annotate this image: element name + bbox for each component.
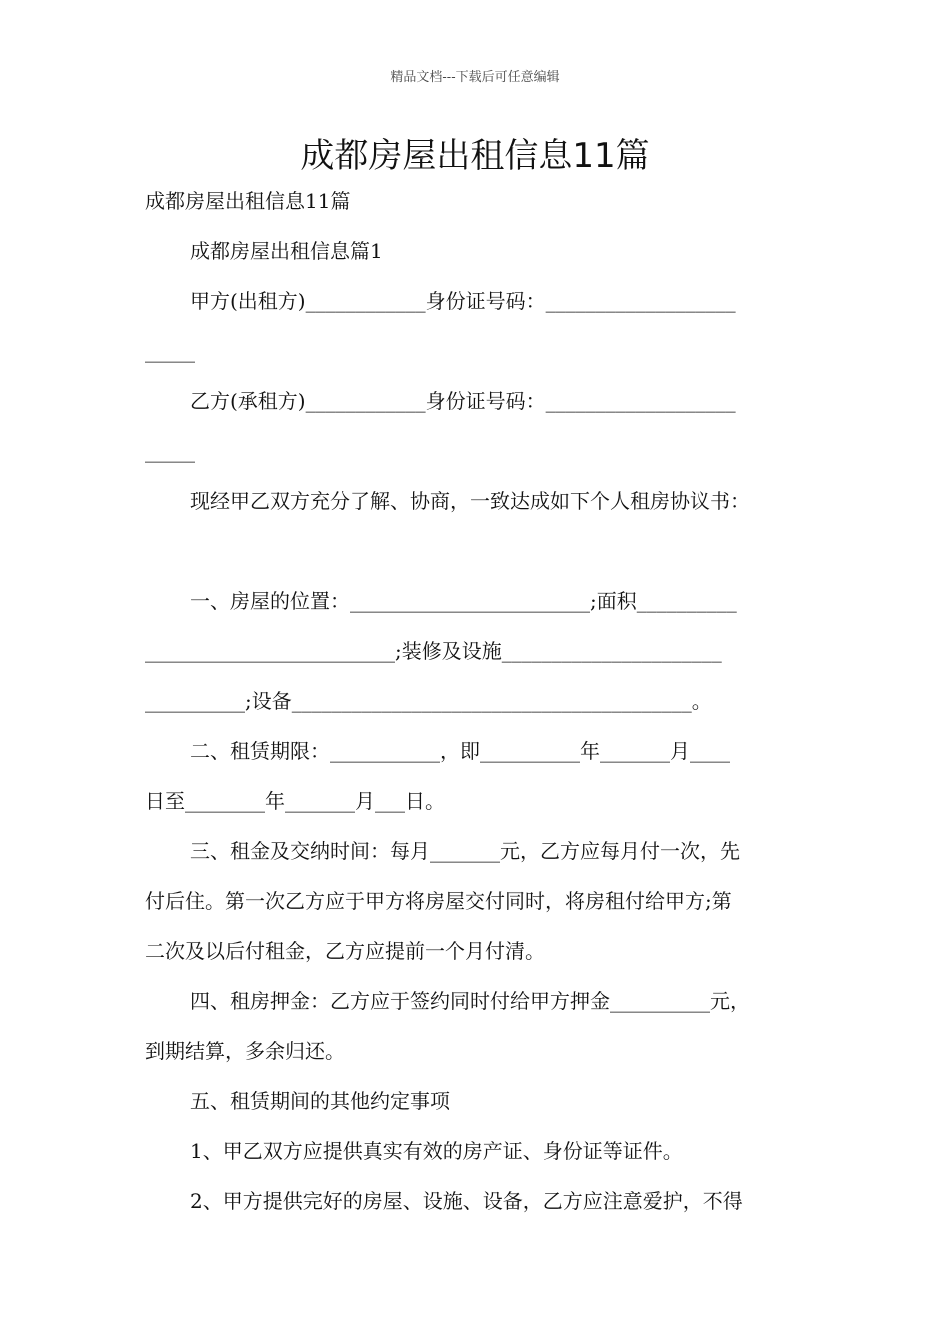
party-b-continuation: _____ [145,439,195,463]
clause-1-line-3: __________;设备________________________________________。 [145,689,712,713]
clause-1-line-1: 一、房屋的位置：________________________;面积__________ [190,589,737,613]
clause-5-item-1: 1、甲乙双方应提供真实有效的房产证、身份证等证件。 [190,1139,683,1163]
clause-1-line-2: _________________________;装修及设施______________________ [145,639,722,663]
party-a-continuation: _____ [145,339,195,363]
section-heading: 成都房屋出租信息篇1 [190,239,383,263]
agreement-intro: 现经甲乙双方充分了解、协商，一致达成如下个人租房协议书： [190,489,750,513]
clause-4-line-2: 到期结算，多余归还。 [145,1039,345,1063]
party-b-line: 乙方(承租方)____________身份证号码：___________________ [190,389,736,413]
clause-2-line-1: 二、租赁期限：___________，即__________年_______月____ [190,739,730,763]
clause-3-line-2: 付后住。第一次乙方应于甲方将房屋交付同时，将房租付给甲方;第 [145,889,732,913]
page-header: 精品文档---下载后可任意编辑 [390,70,560,85]
clause-3-line-3: 二次及以后付租金，乙方应提前一个月付清。 [145,939,545,963]
clause-5-item-2: 2、甲方提供完好的房屋、设施、设备，乙方应注意爱护，不得 [190,1189,743,1213]
clause-3-line-1: 三、租金及交纳时间：每月_______元，乙方应每月付一次，先 [190,839,740,863]
clause-4-line-1: 四、租房押金：乙方应于签约同时付给甲方押金__________元， [190,989,750,1013]
party-a-line: 甲方(出租方)____________身份证号码：___________________ [190,289,736,313]
clause-2-line-2: 日至________年_______月___日。 [145,789,445,813]
document-title: 成都房屋出租信息11篇 [300,136,650,176]
clause-5-heading: 五、租赁期间的其他约定事项 [190,1089,450,1113]
subtitle: 成都房屋出租信息11篇 [145,189,351,213]
